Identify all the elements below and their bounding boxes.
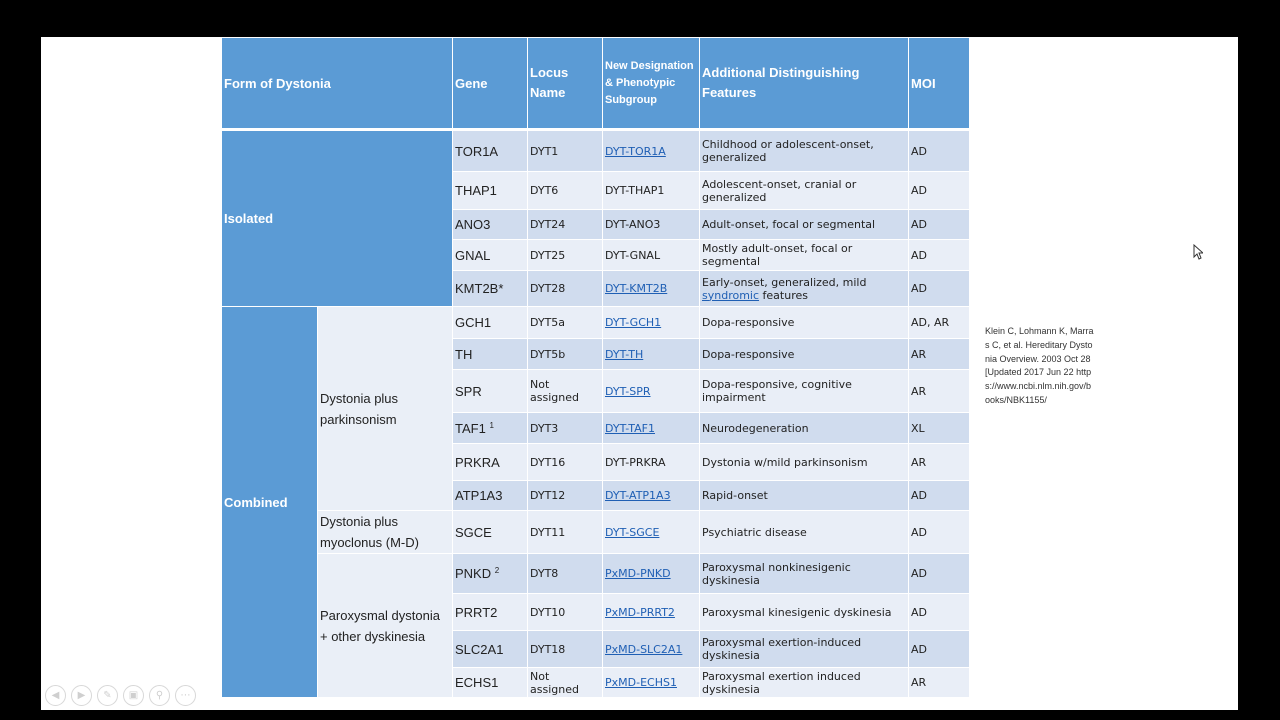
gene-cell	[453, 554, 528, 594]
subgroup-parkinsonism: Dystonia plus parkinsonism	[318, 307, 453, 511]
features-cell: Dopa-responsive, cognitive impairment	[700, 370, 909, 413]
locus-cell: DYT5a	[528, 307, 603, 339]
moi-cell: AR	[909, 444, 970, 481]
slide	[41, 37, 1238, 710]
slideshow-toolbar	[45, 685, 196, 706]
gene-cell: SPR	[453, 370, 528, 413]
locus-cell: DYT12	[528, 481, 603, 511]
designation-link[interactable]: PxMD-PNKD	[605, 567, 671, 580]
features-cell: Psychiatric disease	[700, 511, 909, 554]
features-cell: Childhood or adolescent-onset, generalized	[700, 130, 909, 172]
category-combined: Combined	[222, 307, 318, 698]
features-cell: Paroxysmal exertion induced dyskinesia	[700, 668, 909, 698]
moi-cell: AD	[909, 481, 970, 511]
features-cell: Rapid-onset	[700, 481, 909, 511]
moi-cell: AD	[909, 271, 970, 307]
designation-link[interactable]: DYT-TOR1A	[605, 144, 666, 158]
designation-link[interactable]: PxMD-ECHS1	[605, 676, 677, 689]
features-cell: Dopa-responsive	[700, 339, 909, 370]
locus-cell: DYT6	[528, 172, 603, 210]
header-moi: MOI	[909, 38, 970, 130]
moi-cell: AD	[909, 594, 970, 631]
moi-cell: AD, AR	[909, 307, 970, 339]
gene-cell: SLC2A1	[453, 631, 528, 668]
footnote-marker: 1	[489, 420, 494, 430]
designation-cell: DYT-PRKRA	[603, 444, 700, 481]
moi-cell: AD	[909, 631, 970, 668]
features-cell: Dopa-responsive	[700, 307, 909, 339]
designation-link[interactable]: PxMD-SLC2A1	[605, 642, 683, 656]
locus-cell: DYT1	[528, 130, 603, 172]
designation-link[interactable]: DYT-SPR	[605, 384, 651, 398]
gene-cell: PRKRA	[453, 444, 528, 481]
gene-cell: TH	[453, 339, 528, 370]
designation-link[interactable]: DYT-TH	[605, 347, 644, 361]
features-text: Early-onset, generalized, mild	[702, 275, 867, 289]
table-row	[222, 130, 970, 172]
features-cell: Mostly adult-onset, focal or segmental	[700, 240, 909, 271]
moi-cell: AR	[909, 668, 970, 698]
next-icon[interactable]: ▶	[71, 685, 92, 706]
features-cell: Dystonia w/mild parkinsonism	[700, 444, 909, 481]
designation-cell: DYT-GNAL	[603, 240, 700, 271]
locus-cell: DYT8	[528, 554, 603, 594]
header-new-designation: New Designation & Phenotypic Subgroup	[603, 38, 700, 130]
locus-cell: DYT28	[528, 271, 603, 307]
zoom-icon[interactable]: ⚲	[149, 685, 170, 706]
pen-icon[interactable]: ✎	[97, 685, 118, 706]
header-gene: Gene	[453, 38, 528, 130]
cursor-icon	[1193, 244, 1203, 260]
features-cell: Adolescent-onset, cranial or generalized	[700, 172, 909, 210]
gene-cell: ANO3	[453, 210, 528, 240]
locus-cell: DYT24	[528, 210, 603, 240]
features-cell: Neurodegeneration	[700, 413, 909, 444]
table-row	[222, 511, 970, 554]
moi-cell: AD	[909, 130, 970, 172]
dystonia-table	[221, 37, 970, 698]
locus-cell: Not assigned	[528, 668, 603, 698]
designation-link[interactable]: PxMD-PRRT2	[605, 605, 675, 619]
moi-cell: AD	[909, 210, 970, 240]
features-cell	[700, 271, 909, 307]
locus-cell: DYT3	[528, 413, 603, 444]
gene-cell: GCH1	[453, 307, 528, 339]
designation-link[interactable]: DYT-GCH1	[605, 316, 662, 329]
moi-cell: AD	[909, 172, 970, 210]
citation-text: Klein C, Lohmann K, Marras C, et al. Hereditary Dystonia Overview. 2003 Oct 28 [Updated 2017 Jun 22 https://www.ncbi.nlm.nih.gov/books/NBK1155/	[985, 326, 1094, 405]
gene-cell: PRRT2	[453, 594, 528, 631]
locus-cell: DYT10	[528, 594, 603, 631]
moi-cell: XL	[909, 413, 970, 444]
locus-cell: DYT11	[528, 511, 603, 554]
gene-name: PNKD	[455, 566, 492, 581]
designation-link[interactable]: DYT-TAF1	[605, 421, 655, 435]
gene-cell: TOR1A	[453, 130, 528, 172]
gene-cell: KMT2B*	[453, 271, 528, 307]
features-cell: Paroxysmal exertion-induced dyskinesia	[700, 631, 909, 668]
locus-cell: DYT16	[528, 444, 603, 481]
features-cell: Adult-onset, focal or segmental	[700, 210, 909, 240]
header-locus: Locus Name	[528, 38, 603, 130]
designation-cell: DYT-THAP1	[603, 172, 700, 210]
syndromic-link[interactable]: syndromic	[702, 288, 760, 302]
gene-cell: THAP1	[453, 172, 528, 210]
locus-cell: DYT18	[528, 631, 603, 668]
gene-cell: ECHS1	[453, 668, 528, 698]
moi-cell: AR	[909, 339, 970, 370]
slides-icon[interactable]: ▣	[123, 685, 144, 706]
moi-cell: AD	[909, 240, 970, 271]
designation-link[interactable]: DYT-SGCE	[605, 525, 660, 539]
header-row	[222, 38, 970, 130]
gene-cell	[453, 413, 528, 444]
gene-name: TAF1	[455, 420, 486, 436]
features-text: features	[759, 288, 808, 302]
moi-cell: AD	[909, 554, 970, 594]
locus-cell: Not assigned	[528, 370, 603, 413]
table-row	[222, 554, 970, 594]
gene-cell: GNAL	[453, 240, 528, 271]
category-isolated: Isolated	[222, 130, 453, 307]
header-features: Additional Distinguishing Features	[700, 38, 909, 130]
more-icon[interactable]: ⋯	[175, 685, 196, 706]
gene-cell: ATP1A3	[453, 481, 528, 511]
prev-icon[interactable]: ◀	[45, 685, 66, 706]
features-cell: Paroxysmal nonkinesigenic dyskinesia	[700, 554, 909, 594]
designation-cell: DYT-ANO3	[603, 210, 700, 240]
designation-link[interactable]: DYT-ATP1A3	[605, 489, 671, 502]
gene-cell: SGCE	[453, 511, 528, 554]
locus-cell: DYT25	[528, 240, 603, 271]
subgroup-myoclonus: Dystonia plus myoclonus (M-D)	[318, 511, 453, 554]
features-cell: Paroxysmal kinesigenic dyskinesia	[700, 594, 909, 631]
moi-cell: AD	[909, 511, 970, 554]
footnote-marker: 2	[494, 566, 500, 575]
header-form: Form of Dystonia	[222, 38, 453, 130]
moi-cell: AR	[909, 370, 970, 413]
subgroup-paroxysmal: Paroxysmal dystonia + other dyskinesia	[318, 554, 453, 698]
designation-link[interactable]: DYT-KMT2B	[605, 282, 668, 295]
locus-cell: DYT5b	[528, 339, 603, 370]
table-row	[222, 307, 970, 339]
